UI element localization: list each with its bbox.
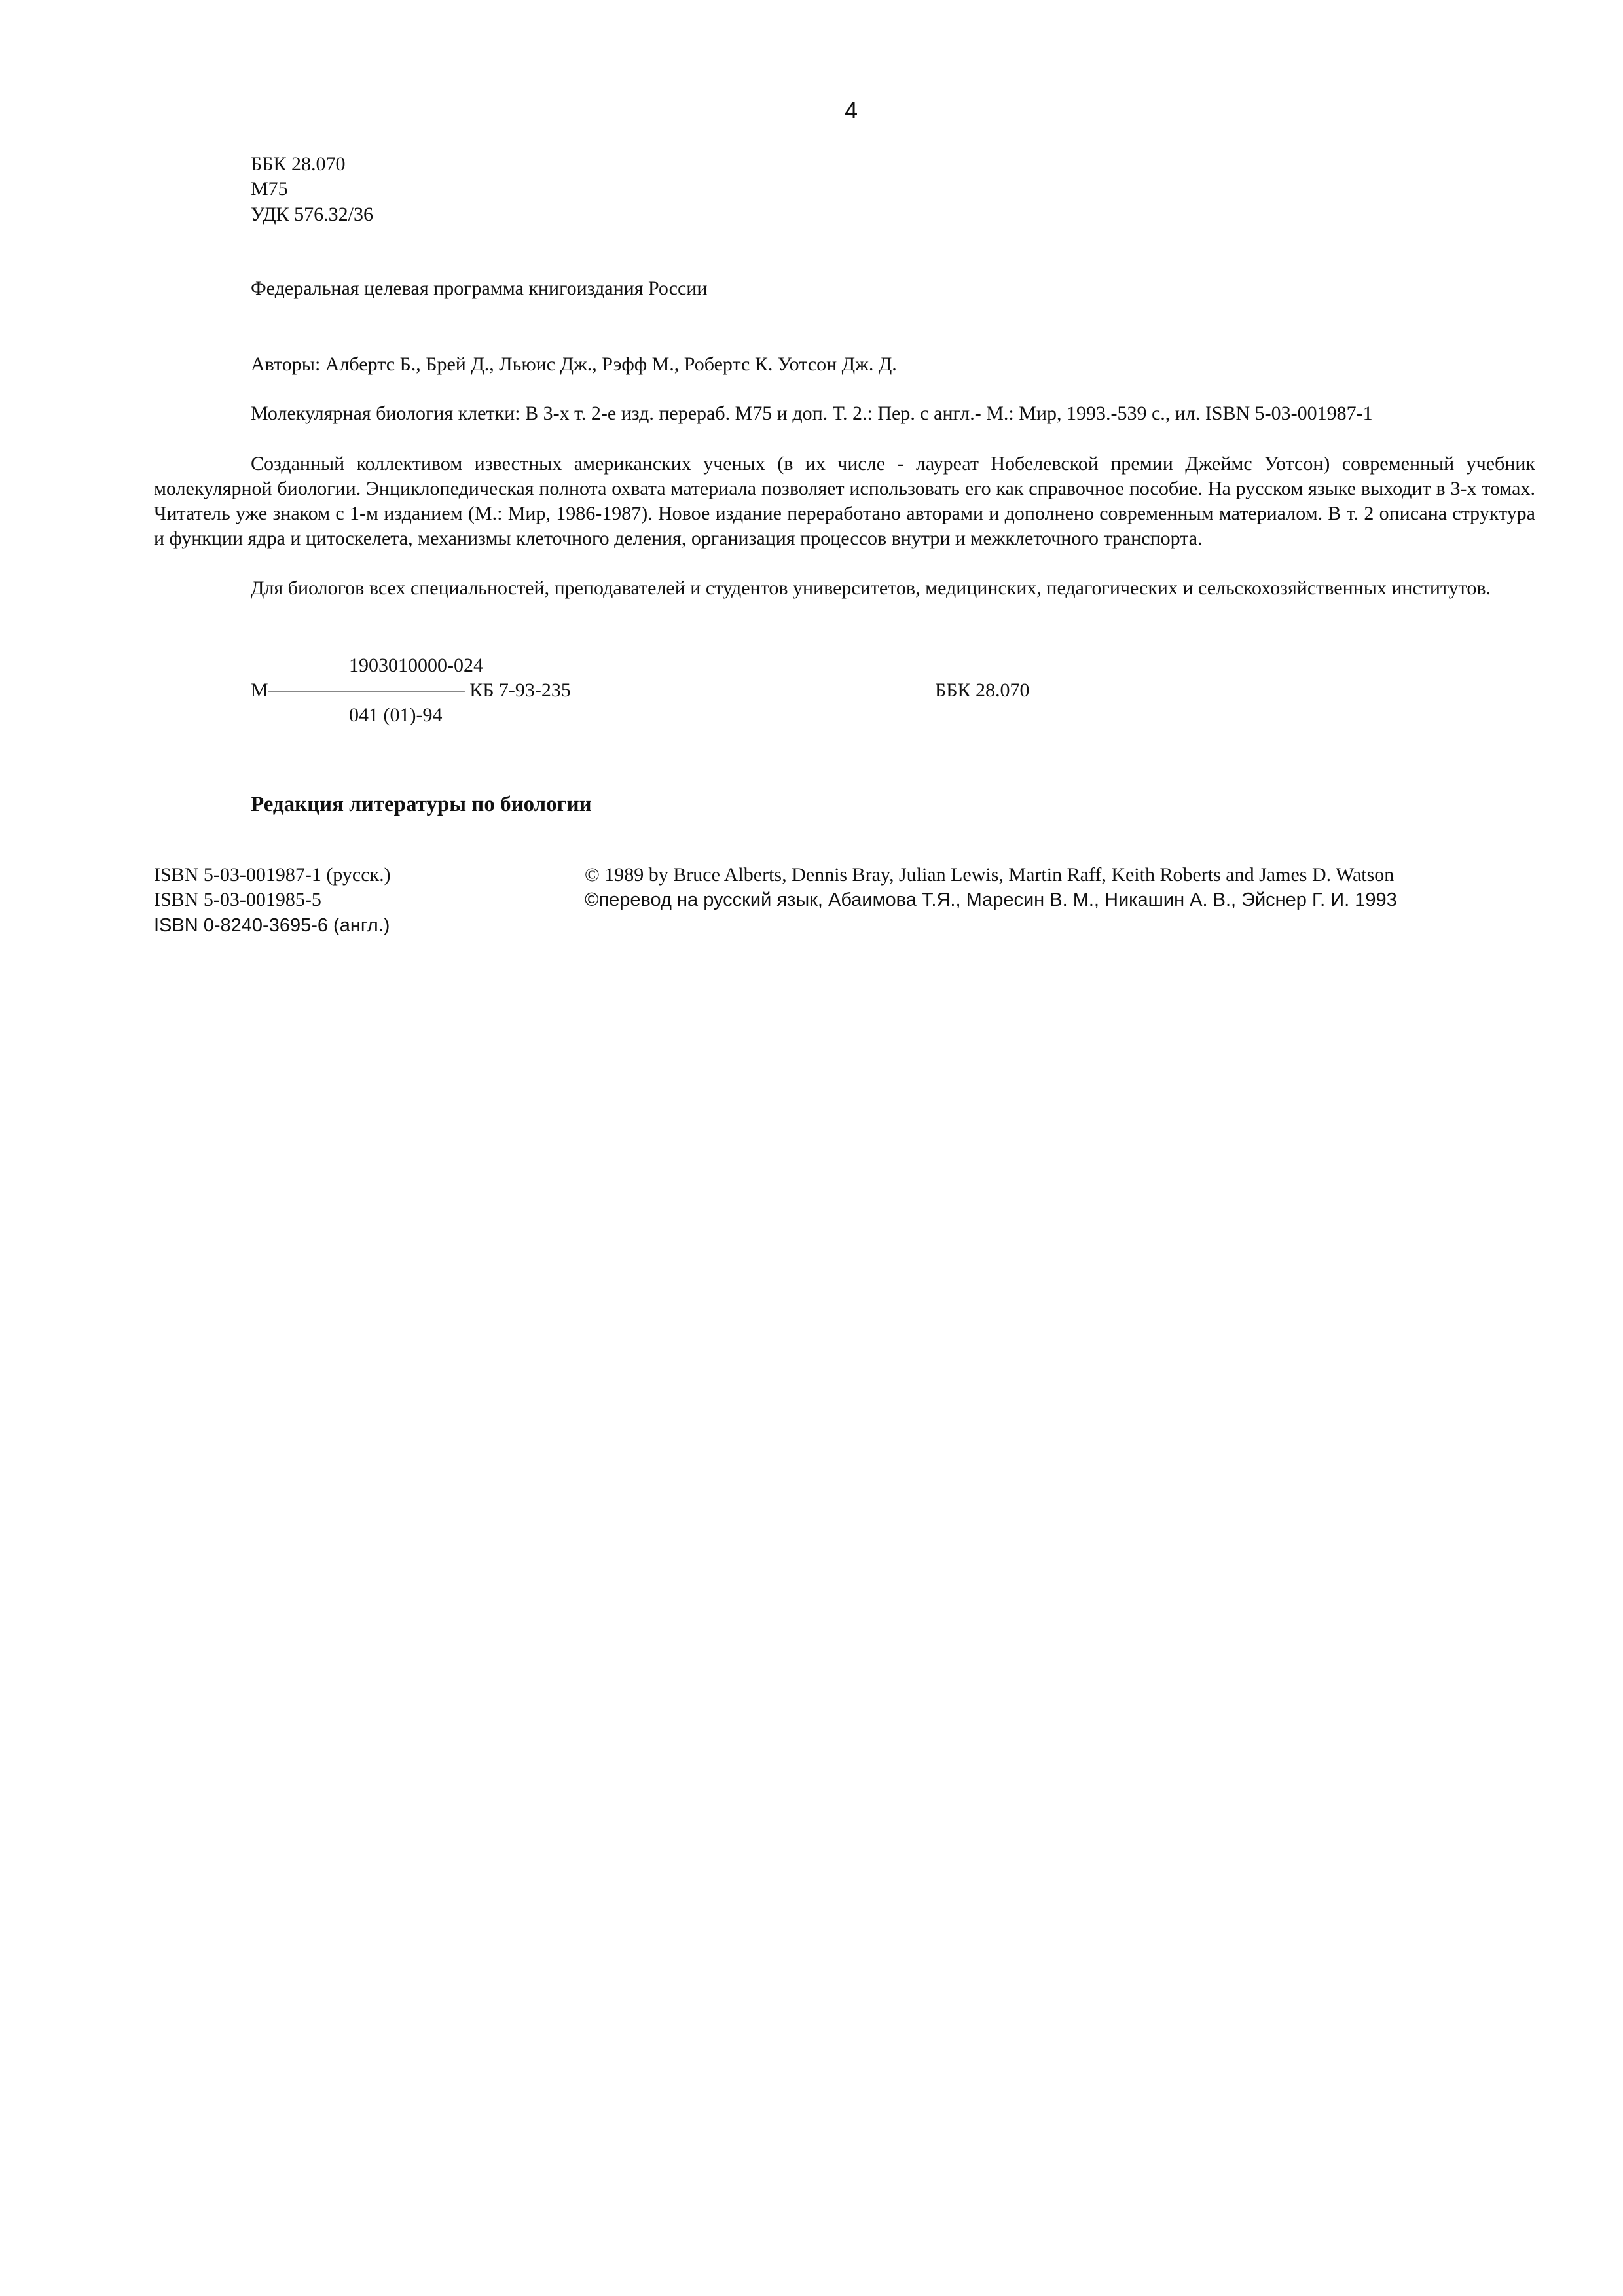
index-suffix: КБ 7-93-235 [464,679,571,701]
bbk-code: ББК 28.070 [251,153,346,175]
page-number: 4 [844,97,858,124]
isbn-volume: ISBN 5-03-001985-5 [154,889,321,910]
udk-code: УДК 576.32/36 [251,204,374,225]
index-rule: —————————— [268,679,465,701]
editorial-heading: Редакция литературы по биологии [251,793,592,816]
isbn-english: ISBN 0-8240-3695-6 (англ.) [154,915,390,936]
index-numerator: 1903010000-024 [349,655,483,676]
authors-line: Авторы: Албертс Б., Брей Д., Льюис Дж., Рэфф М., Робертс К. Уотсон Дж. Д. [251,353,897,375]
isbn-russian: ISBN 5-03-001987-1 (русск.) [154,864,391,886]
abstract-paragraph: Созданный коллективом известных американских ученых (в их числе - лауреат Нобелевской премии Джеймс Уотсон) современный учебник молекулярной биологии. Энциклопедическая полнота охвата материала позволяет использовать его как справочное пособие. На русском языке выходит в 3-х томах. Читатель уже знаком с 1-м изданием (М.: Мир, 1986-1987). Новое издание переработано авторами и дополнено современным материалом. В т. 2 описана структура и функции ядра и цитоскелета, механизмы клеточного деления, организация процессов внутри и межклеточного транспорта. [154,453,1535,549]
copyright-translation: ©перевод на русский язык, Абаимова Т.Я., Маресин В. М., Никашин А. В., Эйснер Г. И. 1993 [585,889,1397,910]
author-mark: М75 [251,178,288,200]
index-prefix: М [251,679,268,701]
index-formula-line [251,678,571,703]
index-denominator: 041 (01)-94 [349,704,443,726]
copyright-original: © 1989 by Bruce Alberts, Dennis Bray, Julian Lewis, Martin Raff, Keith Roberts and James D. Watson [585,864,1395,886]
audience-paragraph: Для биологов всех специальностей, преподавателей и студентов университетов, медицинских, педагогических и сельскохозяйственных институтов. [251,577,1491,599]
publishing-program: Федеральная целевая программа книгоиздания России [251,278,708,299]
citation-line: Молекулярная биология клетки: В 3-х т. 2-е изд. перераб. М75 и доп. Т. 2.: Пер. с англ.- М.: Мир, 1993.-539 с., ил. ISBN 5-03-001987-1 [251,403,1373,424]
bbk-code-right: ББК 28.070 [935,679,1030,701]
